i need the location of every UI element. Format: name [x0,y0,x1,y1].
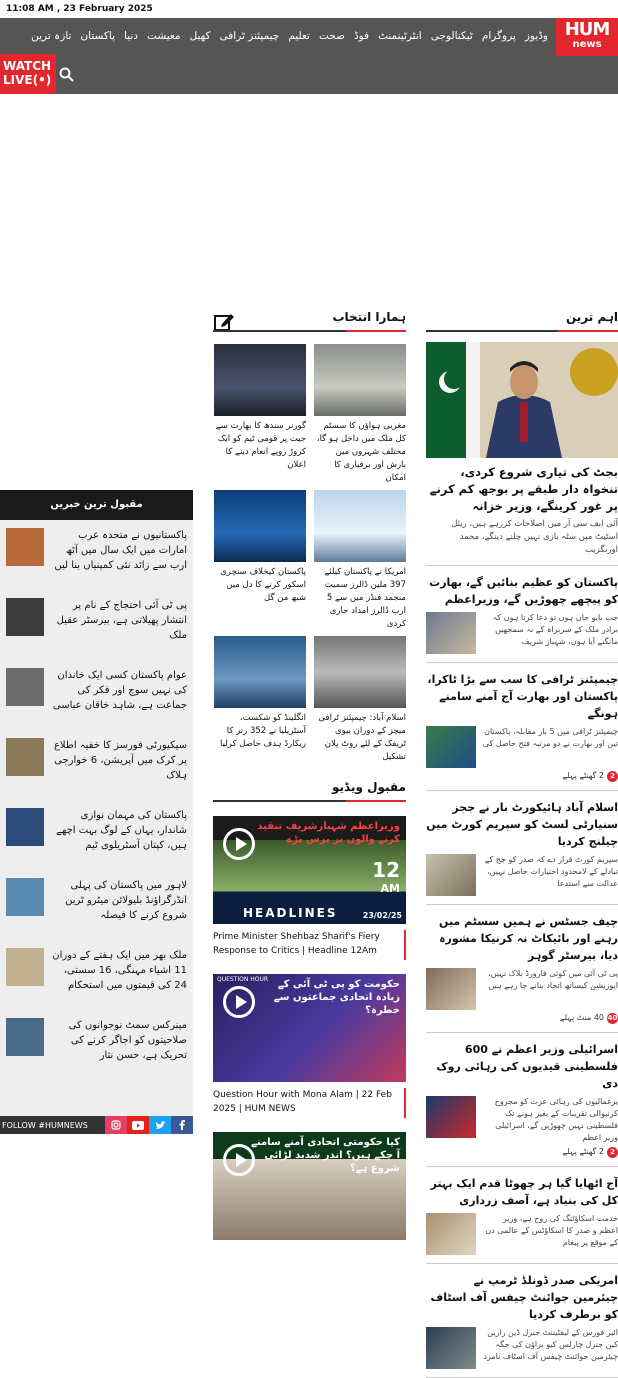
video-caption[interactable]: Question Hour with Mona Alam | 22 Feb 2025 | HUM NEWS [213,1088,406,1118]
pick-card-caption[interactable]: پاکستان کیخلاف سنچری اسکور کرنے کا دل میں شبھ من گل [220,567,306,603]
nav-links [31,18,548,54]
news-item-summary: یرغمالیوں کی رہائی عزت کو مجروح کرنیوالی تقریبات کے بغیر ہونے تک فلسطینی نہیں چھوڑیں گے، اسرائیلی وزیر اعظم [494,1097,618,1142]
news-thumbnail[interactable] [426,726,476,768]
nav-link[interactable]: ٹیکنالوجی [430,30,473,42]
popular-news-title[interactable]: پاکستانیوں نے متحدہ عرب امارات میں ایک سال میں آٹھ ارب سے زائد نئی کمپنیاں بنا لیں [54,530,187,571]
headline-time: 12 [372,858,400,882]
pick-card-image[interactable] [314,490,406,562]
logo-text-bottom: news [572,39,602,50]
most-popular-column [0,490,193,1134]
popular-news-thumbnail[interactable] [6,1018,44,1056]
news-item-title[interactable]: آج اٹھایا گیا ہر چھوٹا قدم ایک بہتر کل کی بنیاد ہے، آصف زرداری [430,1177,618,1207]
time-text: 2 گھنٹے پہلے [562,771,604,780]
video-card[interactable] [213,974,406,1118]
popular-news-item[interactable] [0,940,193,1010]
popular-news-title[interactable]: لاہور میں پاکستان کی پہلی انڈرگراؤنڈ بلیولائن میٹرو ٹرین شروع کرنے کا فیصلہ [65,880,187,921]
video-thumbnail[interactable] [213,974,406,1082]
lead-news-title[interactable]: بجٹ کی تیاری شروع کردی، تنخواہ دار طبقے پر بوجھ کم کرنے پر غور کرینگے، وزیر خزانہ [429,465,618,513]
twitter-icon[interactable] [149,1116,171,1134]
logo-text-top: HUM [564,19,610,40]
popular-news-thumbnail[interactable] [6,878,44,916]
watch-live-button[interactable] [0,54,56,94]
popular-news-title[interactable]: پاکستان کی مہمان نوازی شاندار، یہاں کے لوگ بہت اچھے ہیں، کپتان آسٹریلوی ٹیم [56,810,187,851]
follow-bar [0,1116,193,1134]
video-card[interactable] [213,816,406,960]
news-item[interactable] [426,791,618,905]
follow-text: FOLLOW #HUMNEWS [2,1120,88,1130]
popular-news-title[interactable]: مینرکس سمٹ نوجوانوں کی صلاحیتوں کو اجاگر کرنے کی تحریک ہے، حسن نثار [68,1020,187,1061]
nav-link[interactable]: وڈیوز [524,30,548,42]
popular-news-thumbnail[interactable] [6,598,44,636]
lead-news-summary: آئی ایف سی آر میں اصلاحات کررہے ہیں، ریئل اسٹیٹ میں سٹہ بازی نہیں چلنے دینگے، محمد اورنگزیب [426,518,618,566]
time-text: 2 گھنٹے پہلے [562,1147,604,1156]
hum-news-logo[interactable] [556,18,618,56]
nav-link[interactable]: تازہ ترین [31,30,72,42]
popular-news-thumbnail[interactable] [6,528,44,566]
video-overlay-text: حکومت کو پی ٹی آئی کے زیادہ اتحادی جماعتوں سے خطرہ؟ [273,979,400,1016]
video-caption[interactable]: Prime Minister Shehbaz Sharif's Fiery Response to Critics | Headline 12Am [213,930,406,960]
lead-news-image[interactable] [426,342,618,458]
pick-card[interactable] [214,636,306,774]
top-news-heading: اہم ترین [426,310,618,332]
popular-news-thumbnail[interactable] [6,738,44,776]
pick-card-caption[interactable]: گورنر سندھ کا بھارت سے جیت پر قومی ٹیم کو ایک کروڑ روپے انعام دینے کا اعلان [215,421,306,470]
news-item-title[interactable]: اسرائیلی وزیر اعظم نے 600 فلسطینی قیدیوں کی رہائی روک دی [436,1043,618,1090]
our-pick-heading: ہمارا انتخاب [213,310,406,332]
live-text: LIVE(•) [3,73,52,87]
news-item-title[interactable]: پاکستان کو عظیم بنائیں گے، بھارت کو پیچھے چھوڑیں گے، وزیراعظم [429,576,618,606]
news-item-time [426,1013,618,1024]
news-item-time [426,771,618,782]
headlines-label: HEADLINES [243,906,338,920]
program-tag: QUESTION HOUR [217,976,269,983]
headlines-date: 23/02/25 [362,911,402,920]
popular-news-item[interactable] [0,870,193,940]
play-icon[interactable] [223,986,255,1018]
nav-link[interactable]: انٹرٹینمنٹ [378,30,422,42]
news-item-summary: سپریم کورٹ قرار دے کہ صدر کو جج کے تبادلے کے لامحدود اختیارات حاصل نہیں، عدالت سے استدعا [484,855,618,888]
watch-live-text: WATCH [3,59,52,73]
pick-card[interactable] [314,344,406,482]
instagram-icon[interactable] [105,1116,127,1134]
video-thumbnail[interactable] [213,816,406,924]
news-item-title[interactable]: اسلام آباد ہائیکورٹ بار نے ججز سنیارٹی لسٹ کو سپریم کورٹ میں چیلنج کردیا [426,801,618,848]
video-thumbnail[interactable] [213,1132,406,1240]
pick-card-caption[interactable]: مغربی ہواؤں کا سسٹم کل ملک میں داخل ہو گا، مختلف شہروں میں بارش اور برفباری کا امکان [316,421,406,483]
news-thumbnail[interactable] [426,1213,476,1255]
nav-link[interactable]: پاکستان [80,30,116,42]
pick-card-image[interactable] [314,636,406,708]
pick-card-caption[interactable]: انگلینڈ کو شکست، آسٹریلیا نے 352 رنز کا ریکارڈ ہدف حاصل کرلیا [220,713,306,749]
date-time: 11:08 AM , 23 February 2025 [0,0,618,18]
news-item-summary: جب بابو جاں ہوں تو دعا کرتا ہوں کہ برادر ملک کے سربراہ کے نہ سمجھیں مانگنے آیا ہوں، شہباز شریف [492,613,618,646]
time-badge: 2 [607,771,618,782]
video-overlay-text: کیا حکومتی اتحادی آمنے سامنے آ چکے ہیں؟ اندر شدید لڑائی شروع ہے؟ [251,1137,400,1174]
popular-news-thumbnail[interactable] [6,948,44,986]
pick-card-caption[interactable]: امریکا نے پاکستان کیلئے 397 ملین ڈالرز سمیت منجمد فنڈز میں سے 5 ارب ڈالرز امداد جاری کردی [324,567,406,629]
news-item[interactable] [426,1033,618,1167]
news-thumbnail[interactable] [426,1327,476,1369]
news-item-title[interactable]: چیف جسٹس نے ہمیں سسٹم میں رہنے اور بائیکاٹ نہ کرنیکا مشورہ دیا، بیرسٹر گوہر [439,915,618,962]
news-thumbnail[interactable] [426,1096,476,1138]
nav-link[interactable]: فوڈ [353,30,370,42]
pick-card[interactable] [214,490,306,628]
top-news-column [426,310,618,1361]
news-item-time [426,1147,618,1158]
news-item-summary: خدمت اسکاؤٹنگ کی روح ہے، وزیر اعظم و صدر کا اسکاؤٹس کے عالمی دن کے موقع پر پیغام [485,1214,618,1247]
nav-link[interactable]: تعلیم [288,30,310,42]
time-badge: 40 [607,1014,618,1022]
news-thumbnail[interactable] [426,968,476,1010]
pick-card[interactable] [314,636,406,774]
news-item-title[interactable]: چیمپئنز ٹرافی کا سب سے بڑا ٹاکرا، پاکستان اور بھارت آج آمنے سامنے ہونگے [427,673,618,720]
our-pick-column [213,310,406,1280]
popular-video-heading: مقبول ویڈیو [213,780,406,802]
main-navbar [0,18,618,94]
popular-news-item[interactable] [0,590,193,660]
popular-news-item[interactable] [0,520,193,590]
news-thumbnail[interactable] [426,854,476,896]
popular-news-item[interactable] [0,1010,193,1080]
news-item[interactable] [426,1264,618,1378]
popular-news-thumbnail[interactable] [6,668,44,706]
news-item-summary: پی ٹی آئی میں کوئی فارورڈ بلاک نہیں، اپوزیشن کیساتھ اتحاد بنانے جا رہے ہیں [488,969,618,990]
nav-link[interactable]: پروگرام [481,30,516,42]
pick-card-image[interactable] [214,490,306,562]
ad-space [0,94,618,310]
pick-card-image[interactable] [214,344,306,416]
pick-card-image[interactable] [214,636,306,708]
news-item[interactable] [426,1167,618,1264]
time-text: 40 منٹ پہلے [559,1013,604,1022]
nav-link[interactable]: چیمپئنز ٹرافی [219,30,280,42]
news-item[interactable] [426,905,618,1033]
news-item-summary: ائیر فورس کے لیفٹیننٹ جنرل ڈین رازین کین جنرل چارلس کیو براؤن کی جگہ چیئرمین جوائنٹ چیفس آف اسٹاف نامزد [483,1328,618,1361]
video-card[interactable] [213,1132,406,1240]
play-icon[interactable] [223,1144,255,1176]
pick-card-caption[interactable]: اسلام آباد: چیمپئنز ٹرافی میچز کے دوران بیوی ٹریفک کے لئے روٹ پلان تشکیل [318,713,406,762]
pick-card-image[interactable] [314,344,406,416]
headline-am: AM [380,882,400,895]
news-item[interactable] [426,566,618,663]
video-overlay-text: وزیراعظم شہبازشریف تنقید کرنے والوں پر برس پڑے [257,821,400,845]
nav-link[interactable]: کھیل [189,30,211,42]
nav-link[interactable]: صحت [318,30,345,42]
time-badge: 2 [607,1147,618,1158]
nav-link[interactable]: دنیا [124,30,139,42]
popular-news-item[interactable] [0,660,193,730]
popular-news-title[interactable]: سیکیورٹی فورسز کا خفیہ اطلاع پر کرک میں آپریشن، 6 خوارجی ہلاک [53,740,187,781]
most-popular-heading: مقبول ترین خبریں [0,490,193,520]
pick-card[interactable] [214,344,306,482]
news-item-summary: چیمپئنز ٹرافی میں 5 بار مقابلہ، پاکستان تین اور بھارت نے دو مرتبہ فتح حاصل کی [482,727,618,748]
pick-card[interactable] [314,490,406,628]
news-thumbnail[interactable] [426,612,476,654]
nav-link[interactable]: معیشت [147,30,181,42]
popular-news-thumbnail[interactable] [6,808,44,846]
news-item[interactable] [426,663,618,791]
search-icon[interactable] [58,66,76,84]
play-icon[interactable] [223,828,255,860]
news-item-title[interactable]: امریکی صدر ڈونلڈ ٹرمپ نے چیئرمین جوائنٹ چیفس آف اسٹاف کو برطرف کردیا [430,1274,618,1321]
popular-news-item[interactable] [0,800,193,870]
popular-news-title[interactable]: پی ٹی آئی احتجاج کے نام پر انتشار پھیلاتی ہے، بیرسٹر عقیل ملک [56,600,187,641]
facebook-icon[interactable] [171,1116,193,1134]
popular-news-title[interactable]: ملک بھر میں ایک ہفتے کے دوران 11 اشیاء مہنگی، 16 سستی، 24 کی قیمتوں میں استحکام [52,950,187,991]
popular-news-title[interactable]: عوام پاکستان کسی ایک خاندان کی نہیں سوچ اور فکر کی جماعت ہے، شاہد خاقان عباسی [52,670,187,711]
youtube-icon[interactable] [127,1116,149,1134]
popular-news-item[interactable] [0,730,193,800]
